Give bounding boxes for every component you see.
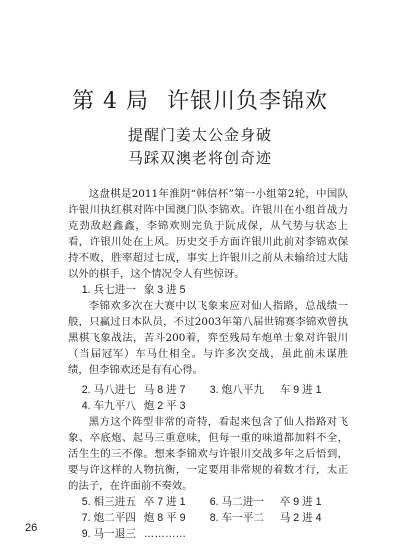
move: 马 2 进 4 xyxy=(279,512,322,524)
subtitle-line-1: 提醒门姜太公金身破 xyxy=(127,126,272,144)
move: 3. 炮八平九 xyxy=(209,384,264,396)
move: 象 3 进 5 xyxy=(143,284,186,296)
move: 9. 马一退三 xyxy=(81,528,136,540)
paragraph: 李锦欢多次在大赛中以飞象来应对仙人指路，总战绩一般，只赢过日本队员，不过2003年第八届世锦赛李锦欢曾执黑棋飞象战法，苦斗200着，弈至残局车炮单士象对许银川（当届冠军）车马仕相全。与许多次交战，虽此前未谋胜绩，但李锦欢还是有有心得。 xyxy=(68,300,348,376)
move: 炮 8 平 9 xyxy=(143,512,186,524)
paragraph: 这盘棋是2011年淮阴“韩信杯”第一小组第2轮，中国队许银川执红棋对阵中国澳门队李锦欢。许银川在小组首战力克劲敌赵鑫鑫，李锦欢则完负于阮成保，从气势与状态上看，许银川处在上风。历史交手方面许银川此前对李锦欢保持不败，胜率超过七成，事实上许银川之前从未输给过大陆以外的棋手，这个情况令人有些惊讶。 xyxy=(68,188,348,280)
move-continuation: ………… xyxy=(143,528,187,540)
move: 7. 炮二平四 xyxy=(81,512,136,524)
chapter-title xyxy=(0,84,400,115)
move: 车 9 进 1 xyxy=(279,384,322,396)
body-text xyxy=(68,186,348,542)
move-line xyxy=(68,282,348,298)
move: 2. 马八进七 xyxy=(81,384,136,396)
move: 马 8 进 7 xyxy=(143,384,186,396)
move-line xyxy=(68,398,348,414)
move: 4. 车九平八 xyxy=(81,400,136,412)
move: 5. 相三进五 xyxy=(81,496,136,508)
subtitle-line-2: 马踩双澳老将创奇迹 xyxy=(127,149,272,167)
paragraph: 黑方这个阵型非常的奇特，看起来包含了仙人指路对飞象、卒底炮、起马三重意味，但每一重的味道都加料不全，活生生的三不像。想来李锦欢与许银川交战多年之后悟到，要与许这样的人物抗衡，一定要用非常规的着数才行，太正的法子，在许面前不奏效。 xyxy=(68,416,348,492)
move-line xyxy=(68,382,348,398)
move: 6. 马二进一 xyxy=(209,496,264,508)
move-line xyxy=(68,494,348,510)
move: 8. 车一平二 xyxy=(209,512,264,524)
move: 炮 2 平 3 xyxy=(143,400,186,412)
chapter-title-text: 许银川负李锦欢 xyxy=(166,89,328,114)
move-line xyxy=(68,510,348,526)
page-number: 26 xyxy=(25,522,38,534)
chapter-number: 第 4 局 xyxy=(72,89,149,114)
move: 卒 7 进 1 xyxy=(143,496,186,508)
move: 卒 9 进 1 xyxy=(279,496,322,508)
move-line xyxy=(68,526,348,542)
move: 1. 兵七进一 xyxy=(81,284,136,296)
